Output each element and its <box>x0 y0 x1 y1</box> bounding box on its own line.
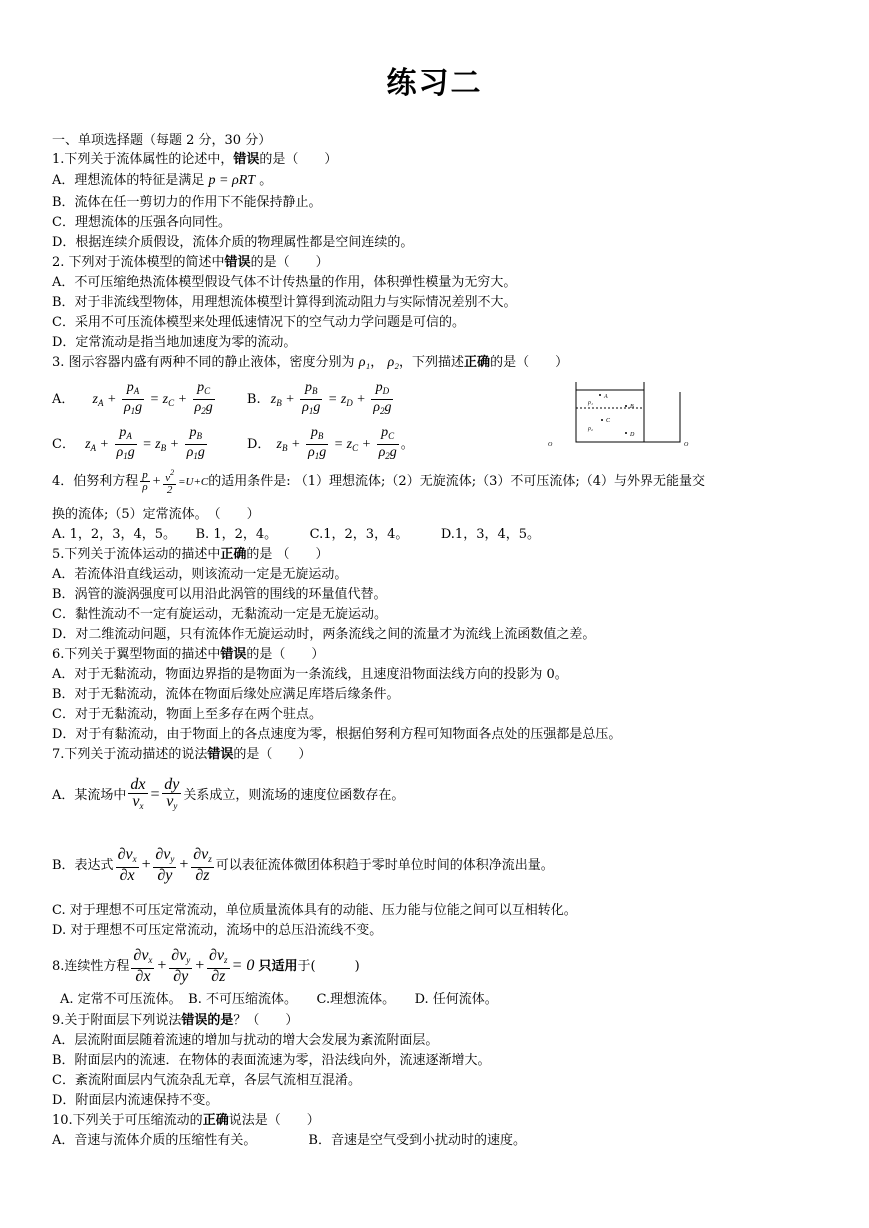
q1-option-c: C．理想流体的压强各向同性。 <box>52 215 231 230</box>
q6-option-b: B．对于无黏流动，流体在物面后缘处应满足库塔后缘条件。 <box>52 687 400 702</box>
q5-option-d: D．对二维流动问题，只有流体作无旋运动时，两条流线之间的流量才为流线上流函数值之差。 <box>52 627 596 642</box>
q3-options-cd: C． $z_A$ + $\frac{p_A}{\rho_1g}$ = $z_B$ + $\frac{p_B}{\rho_1g}$ D． $z_B$ + $\frac{p_B}{\rho_1g}$ = $z_C$ + $\frac{p_C}{\rho_2g}$ 。 <box>52 425 414 461</box>
q7-option-d: D. 对于理想不可压定常流动，流场中的总压沿流线不变。 <box>52 923 383 938</box>
q9-stem: 9.关于附面层下列说法错误的是？（ ） <box>52 1013 299 1028</box>
q4-options: A. 1，2，3，4，5。 B. 1，2，4。 C.1，2，3，4。 D.1，3，4，5。 <box>52 527 541 542</box>
q7-option-c: C. 对于理想不可压定常流动，单位质量流体具有的动能、压力能与位能之间可以互相转化。 <box>52 903 577 918</box>
q9-option-c: C．紊流附面层内气流杂乱无章，各层气流相互混淆。 <box>52 1073 361 1088</box>
q5-option-a: A．若流体沿直线运动，则该流动一定是无旋运动。 <box>52 567 348 582</box>
fig-label-o-left: O <box>548 442 553 448</box>
q1-option-d: D．根据连续介质假设，流体介质的物理属性都是空间连续的。 <box>52 235 414 250</box>
q7-option-b: B．表达式 $\frac{\partial v_x}{\partial x}$ + $\frac{\partial v_y}{\partial y}$ + $\frac{\partial v_z}{\partial z}$ 可以表征流体微团体积趋于零时单位时间的体积净流出量。 <box>52 846 554 884</box>
q8-stem: 8.连续性方程 $\frac{\partial v_x}{\partial x}$ + $\frac{\partial v_y}{\partial y}$ + $\frac{\partial v_z}{\partial z}$ = 0 只适用于( ) <box>52 947 360 985</box>
q1-option-a: A．理想流体的特征是满足 p = ρRT 。 <box>52 173 273 188</box>
q1-stem: 1.下列关于流体属性的论述中，错误的是（ ） <box>52 152 338 167</box>
q7-stem: 7.下列关于流动描述的说法错误的是（ ） <box>52 747 312 762</box>
q5-option-c: C．黏性流动不一定有旋运动，无黏流动一定是无旋运动。 <box>52 607 387 622</box>
q1-formula: p = ρRT <box>208 173 256 188</box>
q4-stem: 4．伯努利方程 $\frac{p}{\rho}$ + $\frac{v^2}{2}$ =U+C的适用条件是: （1）理想流体;（2）无旋流体;（3）不可压流体;（4）与外界无能量交 <box>52 468 706 496</box>
fig-label-a: A <box>604 394 608 400</box>
q10-option-b: B．音速是空气受到小扰动时的速度。 <box>308 1133 526 1148</box>
fig-label-rho1: ρ₁ <box>588 400 593 406</box>
q6-option-c: C．对于无黏流动，物面上至多存在两个驻点。 <box>52 707 322 722</box>
q6-stem: 6.下列关于翼型物面的描述中错误的是（ ） <box>52 647 325 662</box>
q8-options: A. 定常不可压流体。 B. 不可压缩流体。 C.理想流体。 D. 任何流体。 <box>60 992 498 1007</box>
fig-label-b: B <box>630 404 634 410</box>
q4-stem-line2: 换的流体;（5）定常流体。 （ ） <box>52 507 260 522</box>
q2-option-c: C．采用不可压流体模型来处理低速情况下的空气动力学问题是可信的。 <box>52 315 465 330</box>
q2-option-d: D．定常流动是指当地加速度为零的流动。 <box>52 335 297 350</box>
q2-stem: 2. 下列对于流体模型的简述中错误的是（ ） <box>52 255 329 270</box>
page-title: 练习二 <box>386 66 483 101</box>
q1-option-b: B．流体在任一剪切力的作用下不能保持静止。 <box>52 195 322 210</box>
q5-option-b: B．涡管的漩涡强度可以用沿此涡管的围线的环量值代替。 <box>52 587 387 602</box>
q10-option-a: A．音速与流体介质的压缩性有关。 <box>52 1133 257 1148</box>
fig-label-d: D <box>630 432 635 438</box>
q6-option-d: D．对于有黏流动，由于物面上的各点速度为零，根据伯努利方程可知物面各点处的压强都是总压。 <box>52 727 622 742</box>
fig-label-rho2: ρ₂ <box>588 426 593 432</box>
fig-label-c: C <box>606 418 611 424</box>
q2-option-a: A．不可压缩绝热流体模型假设气体不计传热量的作用，体积弹性模量为无穷大。 <box>52 275 517 290</box>
q9-option-d: D．附面层内流速保持不变。 <box>52 1093 219 1108</box>
section-heading: 一、单项选择题（每题 2 分，30 分） <box>52 133 272 148</box>
q3-options-ab: A． $z_A$ + $\frac{p_A}{\rho_1g}$ = $z_C$ + $\frac{p_C}{\rho_2g}$ B. $z_B$ + $\frac{p_B}{\rho_1g}$ = $z_D$ + $\frac{p_D}{\rho_2g}$ <box>52 380 392 416</box>
q3-stem: 3. 图示容器内盛有两种不同的静止液体，密度分别为 ρ₁， ρ₂，下列描述正确的是（ ） <box>52 355 569 370</box>
q5-stem: 5.下列关于流体运动的描述中正确的是 （ ） <box>52 547 329 562</box>
q2-option-b: B．对于非流线型物体，用理想流体模型计算得到流动阻力与实际情况差别不大。 <box>52 295 517 310</box>
fig-label-o-right: O <box>684 442 689 448</box>
q9-option-a: A．层流附面层随着流速的增加与扰动的增大会发展为紊流附面层。 <box>52 1033 439 1048</box>
q9-option-b: B．附面层内的流速．在物体的表面流速为零，沿法线向外，流速逐渐增大。 <box>52 1053 491 1068</box>
q7-option-a: A．某流场中 $\frac{dx}{v_x}$ = $\frac{dy}{v_y}$ 关系成立，则流场的速度位函数存在。 <box>52 776 405 811</box>
q6-option-a: A．对于无黏流动，物面边界指的是物面为一条流线，且速度沿物面法线方向的投影为 0。 <box>52 667 568 682</box>
q10-options <box>52 1132 526 1150</box>
container-diagram <box>548 380 698 450</box>
q10-stem: 10.下列关于可压缩流动的正确说法是（ ） <box>52 1113 320 1128</box>
